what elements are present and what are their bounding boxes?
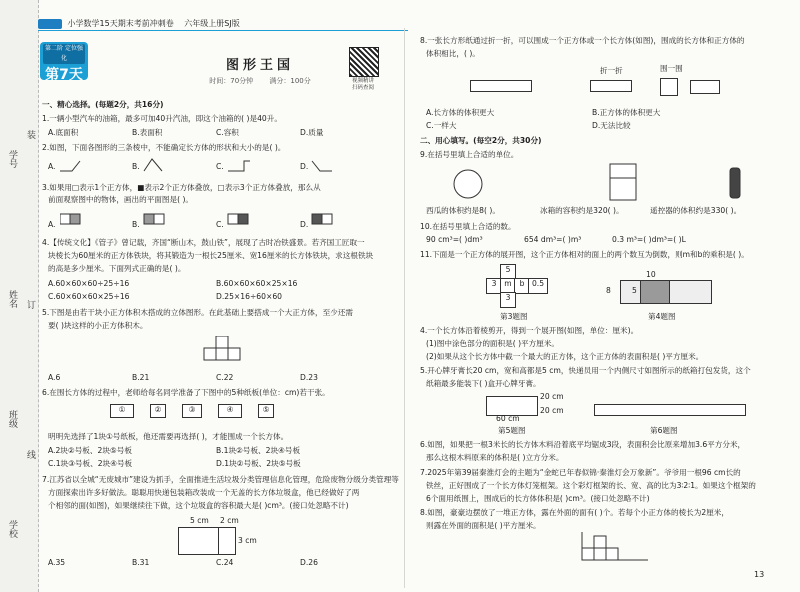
q16-text-a: 8.如图，豪豪边摆放了一堆正方体，露在外面的面有( )个。若每个小正方体的棱长为2厘米， [420,508,729,517]
q13-figure-caption: 第5题图 [498,426,526,435]
page-title: 图形王国 [225,58,294,73]
q8-enclose-label: 围一围 [660,64,683,73]
q1-opt-b[interactable]: B.表面积 [132,128,163,137]
q7-face-2 [218,527,236,555]
q2-opt-a[interactable]: A. [48,162,56,171]
mark-zhuang: 装 [25,130,35,139]
q7-opt-a[interactable]: A.35 [48,558,66,567]
q5-opt-a[interactable]: A.6 [48,373,61,382]
q7-opt-c[interactable]: C.24 [216,558,234,567]
q8-opt-b[interactable]: B.正方体的体积更大 [592,108,661,117]
q8-fold-label: 折一折 [600,66,623,75]
net-cell: 5 [500,264,516,280]
qr-code[interactable] [349,47,379,77]
q12-text-a: 4.一个长方体沿着棱剪开，得到一个展开图(如图，单位：厘米)。 [420,326,639,335]
grade-label: 六年级上册SJ版 [184,19,240,28]
q6-card-row [110,404,310,418]
column-divider [404,28,405,588]
q7-face-1 [178,527,220,555]
q10-text: 10.在括号里填上合适的数。 [420,222,516,231]
net-cell: 0.5 [528,278,548,294]
q6-text-b: 明明先选择了1块①号纸板，他还需要再选择( )，才能围成一个长方体。 [48,432,289,441]
q13-dim-h: 20 cm [540,392,564,401]
q8-paper-strip [470,80,532,92]
q6-opt-b[interactable]: B.1块②号板、2块④号板 [216,446,301,455]
q4-opt-b[interactable]: B.60×60×60×25×16 [216,279,298,288]
binding-gutter [0,0,39,592]
q12-text-b: (1)图中涂色部分的面积是( )平方厘米。 [426,339,560,348]
q16-text-b: 则露在外面的面积是( )平方厘米。 [426,521,541,530]
class-label: 班级 [7,410,17,428]
q9-text: 9.在括号里填上合适的单位。 [420,150,519,159]
q2-opt-d[interactable]: D. [300,162,309,171]
q3-text-a: 3.如果用□表示1个正方体，■表示2个正方体叠放，□表示3个正方体叠放，那么从 [42,183,321,192]
q3-opt-c[interactable]: C. [216,220,224,229]
stage-label: 第二阶 定位强化 [43,44,85,64]
q8-folded-strip [590,80,632,92]
net-cell: m [500,278,516,294]
net-cell: 3 [486,278,502,294]
q4-text-a: 4.【传统文化】《管子》曾记载，齐国“断山木，鼓山铁”，展现了古时冶铁盛景。若齐国工匠取一 [42,238,365,247]
q11-text: 11.下面是一个正方体的展开图，这个正方体相对的面上的两个数互为倒数，则m和b的乘积是( )。 [420,250,749,259]
name-label: 姓名 [7,290,17,308]
q13-text-b: 纸箱最多能装下( )盒开心牌牙膏。 [426,379,541,388]
student-id-label: 学号 [7,150,17,168]
q5-opt-d[interactable]: D.23 [300,373,318,382]
q8-opt-c[interactable]: C.一样大 [426,121,457,130]
q13-text-a: 5.开心牌牙膏长20 cm，宽和高都是5 cm，快递员用一个内侧尺寸如图所示的纸箱打包发货，这个 [420,366,751,375]
q13-dim-w: 20 cm [540,406,564,415]
q5-opt-c[interactable]: C.22 [216,373,234,382]
q8-cube [660,78,678,96]
q1-text: 1.一辆小型汽车的油箱，最多可加40升汽油，即这个油箱的( )是40升。 [42,114,282,123]
q1-opt-a[interactable]: A.底面积 [48,128,79,137]
q7-text-c: 个相邻的面(如图)，如果继续往下做，这个垃圾盒的容积最大是( )cm³。(接口处忽略不计) [48,501,349,510]
q2-text: 2.如图，下面各图形的三条棱中，不能确定长方体的形状和大小的是( )。 [42,143,286,152]
q10-item-3: 0.3 m³=( )dm³=( )L [612,235,686,244]
q6-opt-a[interactable]: A.2块②号板、2块⑤号板 [48,446,132,455]
q4-opt-a[interactable]: A.60×60×60÷25÷16 [48,279,130,288]
q4-opt-c[interactable]: C.60×60×60×25÷16 [48,292,130,301]
q10-item-2: 654 dm³=( )m³ [524,235,582,244]
q11-figure-caption: 第3题图 [500,312,528,321]
q9-item-remote: 遥控器的体积约是330( )。 [650,206,742,215]
q5-opt-b[interactable]: B.21 [132,373,150,382]
day-badge [40,42,88,83]
q13-box [486,396,538,416]
q14-text-a: 6.如图，如果把一根3米长的长方体木料沿着底平均锯成3段，表面积会比原来增加3.6平方分米， [420,440,746,449]
school-label: 学校 [7,520,17,538]
exam-meta [160,76,360,86]
net-cell: b [514,278,530,294]
q8-text-b: 体积相比，( )。 [426,49,480,58]
section-fill: 二、用心填写。(每空2分，共30分) [420,136,542,145]
q5-text-a: 5.下图是由若干块小正方体积木搭成的立体图形。在此基础上要搭成一个大正方体，至少还需 [42,308,353,317]
q3-view-grids [60,212,360,232]
q12-figure-caption: 第4题图 [648,312,676,321]
q4-opt-d[interactable]: D.25×16÷60×60 [216,292,283,301]
q10-item-1: 90 cm³=( )dm³ [426,235,483,244]
q12-dim-10: 10 [646,270,656,279]
q2-opt-b[interactable]: B. [132,162,140,171]
q15-text-c: 6个面用纸围上，围成后的长方体体积是( )cm³。(接口处忽略不计) [426,494,650,503]
q11-cube-net [470,264,560,312]
net-cell: 3 [500,292,516,308]
qr-caption [340,78,386,92]
q6-card-2: ② [150,404,166,418]
q14-timber [594,404,746,416]
qr-caption-2: 扫码查阅 [351,85,374,91]
q7-dim-length: 5 cm [190,516,209,525]
q6-card-4: ④ [218,404,242,418]
q3-opt-b[interactable]: B. [132,220,140,229]
q6-text-a: 6.在围长方体的过程中，老师给每名同学准备了下图中的5种纸板(单位：cm)若干张。 [42,388,330,397]
q1-opt-d[interactable]: D.质量 [300,128,324,137]
header-rule [38,30,408,31]
q6-card-1: ① [110,404,134,418]
day-number: 第7天 [45,67,83,83]
q3-opt-d[interactable]: D. [300,220,309,229]
q1-opt-c[interactable]: C.容积 [216,128,239,137]
q12-dim-5: 5 [632,286,637,295]
qr-caption-1: 视频精讲 [351,78,374,84]
q12-text-c: (2)如果从这个长方体中截一个最大的正方体，这个正方体的表面积是( )平方厘米。 [426,352,704,361]
q12-shaded-face [640,280,670,304]
q9-item-fridge: 冰箱的容积约是320( )。 [540,206,624,215]
q7-dim-height: 3 cm [238,536,257,545]
q7-opt-b[interactable]: B.31 [132,558,150,567]
q6-card-3: ③ [182,404,202,418]
q3-opt-a[interactable]: A. [48,220,56,229]
q8-text-a: 8.一张长方形纸通过折一折，可以围成一个正方体或一个长方体(如图)，围成的长方体和正方体的 [420,36,745,45]
q6-opt-c[interactable]: C.1块③号板、2块④号板 [48,459,133,468]
q14-figure-caption: 第6题图 [650,426,678,435]
q8-opt-d[interactable]: D.无法比较 [592,121,631,130]
q6-opt-d[interactable]: D.1块②号板、2块⑤号板 [216,459,301,468]
q2-opt-c[interactable]: C. [216,162,224,171]
q9-item-melon: 西瓜的体积约是8( )。 [426,206,500,215]
q16-cube-pile [580,528,650,562]
full-score: 满分：100分 [269,77,311,85]
q5-cube-stack [200,336,260,366]
q2-edge-figures [58,157,378,173]
q15-text-b: 铁丝，正好围成了一个长方体灯笼框架。这个彩灯框架的长、宽、高的比为3∶2∶1。如果这个框架的 [426,481,756,490]
mark-xian: 线 [25,450,35,459]
mark-ding: 订 [25,300,35,309]
series-logo-icon [38,19,62,29]
q8-cuboid [690,80,720,94]
q5-text-b: 要( )块这样的小正方体积木。 [48,321,148,330]
q7-opt-d[interactable]: D.26 [300,558,318,567]
q9-pictures [450,162,770,202]
q14-text-b: 那么这根木料原来的体积是( )立方分米。 [426,453,564,462]
q7-text-a: 7.江苏省以全城“无废城市”建设为抓手，全面推进生活垃圾分类管理信息化管理，危险废物分级分类管理等 [42,475,399,484]
q15-text-a: 7.2025年第39届秦淮灯会的主题为“金蛇已年春似锦·秦淮灯会万象新”。爷爷用一根96 cm长的 [420,468,741,477]
q6-card-5: ⑤ [258,404,274,418]
series-title: 小学数学15天期末考前冲刺卷 [67,19,174,28]
page-header [38,18,240,29]
q13-dim-l: 60 cm [496,414,520,423]
time-limit: 时间：70分钟 [209,77,254,85]
page-number: 13 [754,570,765,579]
q4-text-c: 的高是多少厘米。下面列式正确的是( )。 [48,264,186,273]
q7-dim-width: 2 cm [220,516,239,525]
section-choice: 一、精心选择。(每题2分，共16分) [42,100,164,109]
q4-text-b: 块棱长为60厘米的正方体铁块，将其锻造为一根长25厘米、宽16厘米的长方体铁块，求这根铁块 [48,251,374,260]
q7-text-b: 方面探索出许多好做法。聪聪用快递包装箱改装成一个无盖的长方体垃圾盒，他已经做好了两 [48,488,360,497]
q8-opt-a[interactable]: A.长方体的体积更大 [426,108,495,117]
q12-dim-8: 8 [606,286,611,295]
q3-text-b: 前面观察图中的物体，画出的平面图是( )。 [48,195,194,204]
